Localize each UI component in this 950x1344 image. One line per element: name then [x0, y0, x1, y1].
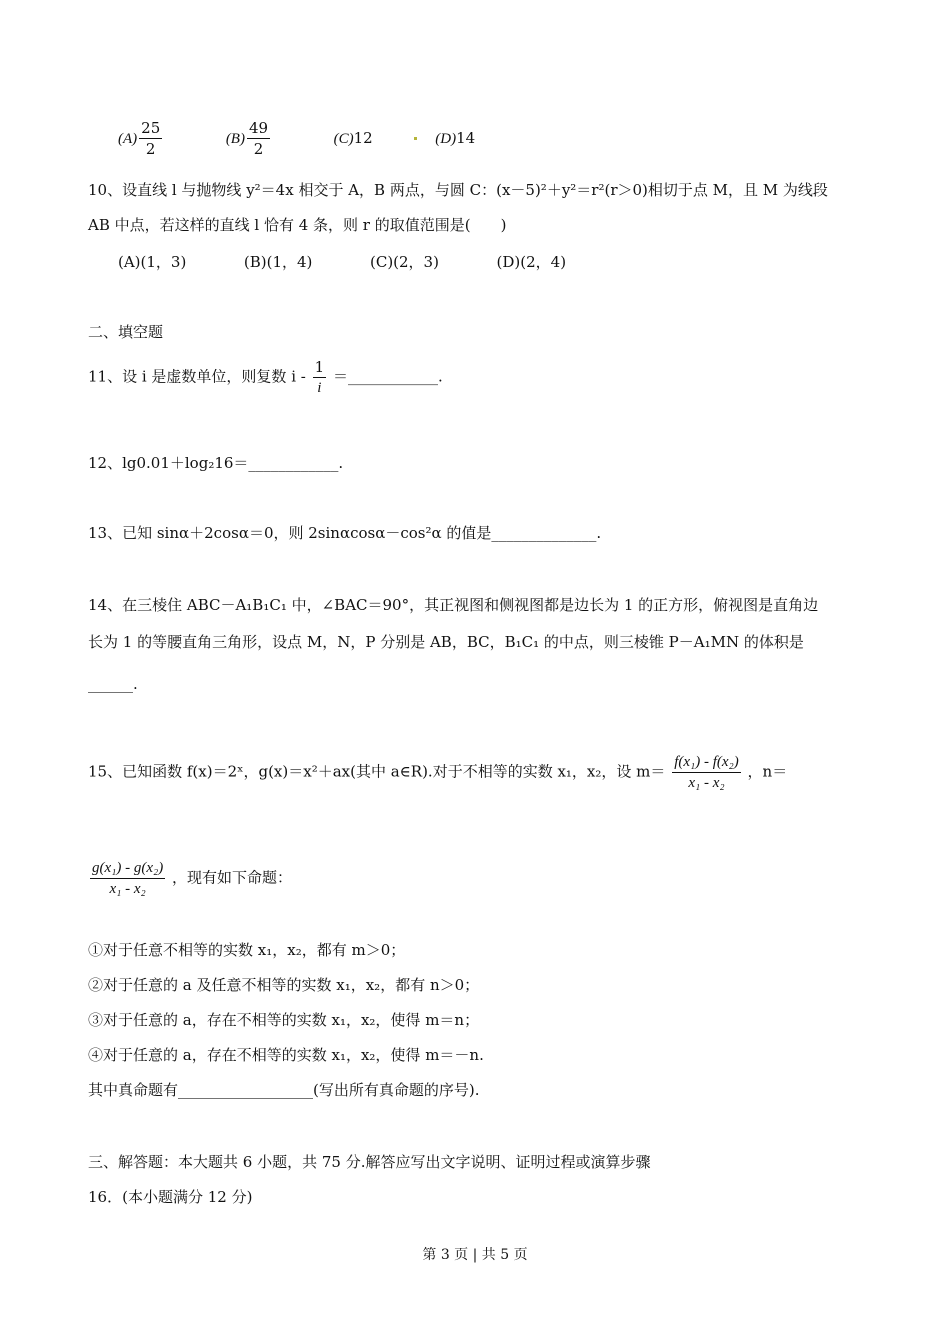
- section-2-heading: 二、填空题: [88, 323, 164, 341]
- section-3-heading: 三、解答题：本大题共 6 小题，共 75 分.解答应写出文字说明、证明过程或演算步骤: [88, 1153, 651, 1171]
- q10-option-c: (C)(2，3): [369, 253, 439, 271]
- q10-option-b: (B)(1，4): [243, 253, 313, 271]
- page-footer: 第 3 页 | 共 5 页: [422, 1247, 528, 1263]
- q15-line-1: 15、已知函数 f(x)＝2ˣ，g(x)＝x²＋ax(其中 a∈R).对于不相等的实数 x₁，x₂，设 m＝ $\frac{\text{f(x₁) - f(x₂)}}{\text{x₁ - x₂}}$ ，n＝: [88, 754, 788, 791]
- q10-line-1: 10、设直线 l 与抛物线 y²＝4x 相交于 A，B 两点，与圆 C：(x－5)²＋y²＝r²(r＞0)相切于点 M，且 M 为线段: [88, 181, 828, 199]
- q14-line-3: ______.: [88, 675, 138, 693]
- q15-prop-1: ①对于任意不相等的实数 x₁，x₂，都有 m＞0；: [88, 941, 406, 959]
- q10-line-2: AB 中点，若这样的直线 l 恰有 4 条，则 r 的取值范围是( ): [88, 216, 507, 234]
- q15-prop-3: ③对于任意的 a，存在不相等的实数 x₁，x₂，使得 m＝n；: [88, 1011, 480, 1029]
- q15-conclusion: 其中真命题有__________________(写出所有真命题的序号).: [88, 1081, 480, 1099]
- q14-line-2: 长为 1 的等腰直角三角形，设点 M，N，P 分别是 AB，BC，B₁C₁ 的中点，则三棱锥 P－A₁MN 的体积是: [88, 633, 804, 651]
- q10-options: [118, 252, 566, 272]
- q13: 13、已知 sinα＋2cosα＝0，则 2sinαcosα－cos²α 的值是______________.: [88, 524, 602, 542]
- q9-option-c: (C)12: [333, 128, 373, 147]
- q15-prop-4: ④对于任意的 a，存在不相等的实数 x₁，x₂，使得 m＝－n.: [88, 1046, 484, 1064]
- q9-option-b: (B) $\frac{49}{2}$: [225, 119, 269, 158]
- q15-prop-2: ②对于任意的 a 及任意不相等的实数 x₁，x₂，都有 n＞0；: [88, 976, 480, 994]
- q14-line-1: 14、在三棱住 ABC－A₁B₁C₁ 中，∠BAC＝90°，其正视图和侧视图都是边长为 1 的正方形，俯视图是直角边: [88, 596, 819, 614]
- q15-n-definition: $\frac{\text{g(x₁) - g(x₂)}}{\text{x₁ - x₂}}$ ，现有如下命题：: [92, 860, 293, 897]
- q9-options: [118, 118, 475, 159]
- q9-option-a: (A) $\frac{25}{2}$: [118, 119, 161, 158]
- q10-option-a: (A)(1，3): [118, 253, 187, 271]
- q9-option-d: (D)14: [435, 128, 476, 147]
- q16: 16．(本小题满分 12 分): [88, 1188, 253, 1206]
- stray-dot-icon: [414, 137, 417, 140]
- q11: 11、设 i 是虚数单位，则复数 i - $\frac{1}{i}$ ＝____________.: [88, 358, 443, 396]
- q10-option-d: (D)(2，4): [496, 253, 567, 271]
- q12: 12、lg0.01＋log₂16＝____________.: [88, 454, 344, 472]
